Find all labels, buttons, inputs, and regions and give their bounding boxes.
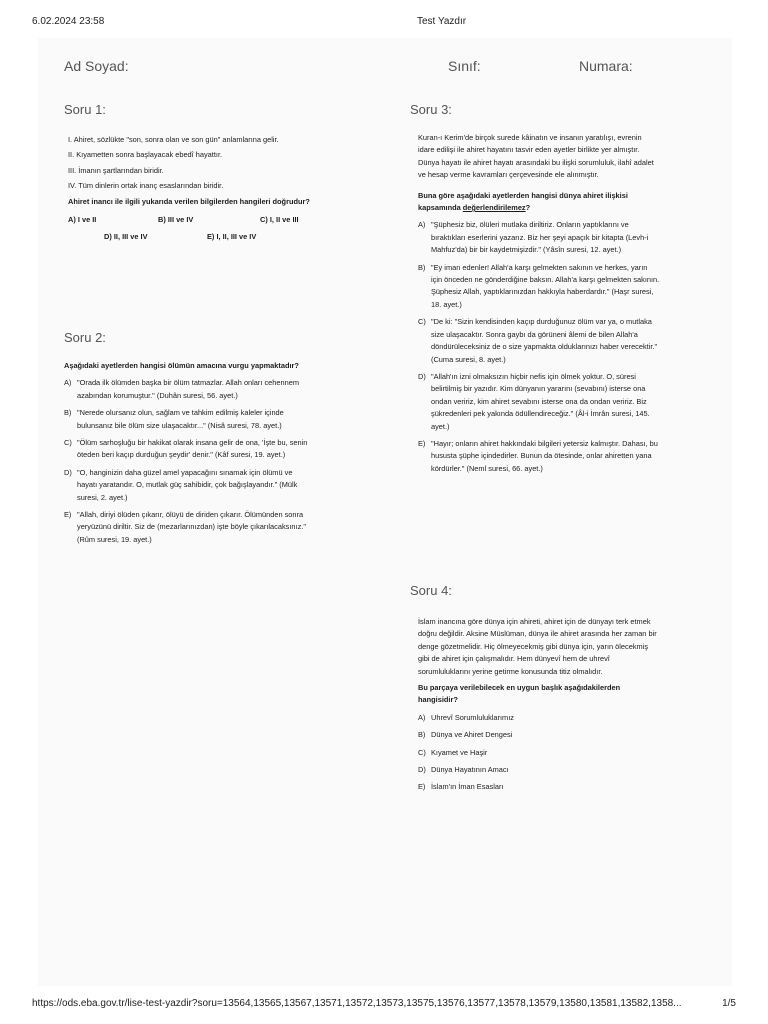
q3-option-e[interactable] (418, 438, 660, 475)
print-url[interactable]: https://ods.eba.gov.tr/lise-test-yazdir?soru=13564,13565,13567,13571,13572,13573,13575,13576,13577,13578,13579,13580,13581,13582,1358... (32, 998, 682, 1009)
q3-option-c[interactable] (418, 316, 660, 366)
q3-option-d[interactable] (418, 371, 660, 433)
option-text: "Hayır; onların ahiret hakkındaki bilgileri yetersiz kalmıştır. Dahası, bu hususta şüphe içindedirler. Bunun da ötesinde, onlar ahiretten yana kördürler." (Neml suresi, 66. ayet.) (431, 438, 658, 473)
option-letter: D) (64, 467, 72, 477)
exam-sheet (38, 38, 732, 986)
option-letter: A) (418, 712, 426, 722)
option-text: "Allah, diriyi ölüden çıkarır, ölüyü de diriden çıkarır. Ölümünden sonra yeryüzünü diriltir. Siz de (mezarlarınızdan) işte böyle çıkarılacaksınız." (Rûm suresi, 19. ayet.) (77, 510, 306, 544)
q1-option-d[interactable]: D) II, III ve IV (104, 232, 148, 242)
question-2-title: Soru 2: (64, 330, 106, 345)
q1-option-c[interactable]: C) I, II ve III (260, 215, 299, 225)
page-number: 1/5 (722, 998, 736, 1009)
option-text: İslam'ın İman Esasları (431, 782, 504, 792)
question-4-body (418, 616, 660, 794)
q4-option-a[interactable] (418, 712, 660, 724)
option-letter: E) (418, 438, 426, 448)
q4-option-c[interactable] (418, 747, 660, 759)
option-letter: A) (418, 220, 426, 230)
q2-option-a[interactable] (64, 377, 309, 402)
q3-option-a[interactable] (418, 219, 660, 256)
option-letter: B) (418, 730, 426, 740)
option-text: Dünya Hayatının Amacı (431, 765, 509, 775)
q1-statement: I. Ahiret, sözlükte "son, sonra olan ve son gün" anlamlarına gelir. (68, 135, 279, 144)
print-date: 6.02.2024 23:58 (32, 16, 105, 27)
q2-question: Aşağıdaki ayetlerden hangisi ölümün amacına vurgu yapmaktadır? (64, 361, 299, 370)
option-letter: B) (418, 262, 426, 272)
q2-option-c[interactable] (64, 437, 309, 462)
option-text: Uhrevî Sorumluluklarımız (431, 712, 514, 722)
option-text: "Allah'ın izni olmaksızın hiçbir nefis için ölmek yoktur. O, süresi belirtilmiş bir yazıdır. Kim dünyanın yararını (sevabını) isterse ona ondan veririz, kim ahiret sevabını isterse ona da ondan veririz. Biz şükredenleri pek yakında ödüllendireceğiz." (Âl-i İmrân suresi, 145. ayet.) (431, 371, 650, 431)
option-text: "Nerede olursanız olun, sağlam ve tahkim edilmiş kaleler içinde bulunsanız bile ölüm size ulaşacaktır..." (Nisâ suresi, 78. ayet.) (77, 408, 284, 430)
q4-option-d[interactable] (418, 764, 660, 776)
name-label: Ad Soyad: (64, 58, 129, 74)
q2-option-d[interactable] (64, 467, 309, 504)
option-letter: C) (64, 438, 72, 448)
question-3-body (418, 132, 660, 475)
option-letter: D) (418, 765, 426, 775)
q1-statement: III. İmanın şartlarından biridir. (68, 165, 164, 175)
q1-option-b[interactable]: B) III ve IV (158, 215, 194, 225)
option-letter: A) (64, 378, 72, 388)
q1-options (68, 214, 313, 250)
option-letter: C) (418, 317, 426, 327)
q3-option-b[interactable] (418, 262, 660, 312)
q4-option-b[interactable] (418, 729, 660, 741)
student-info-row (64, 58, 712, 78)
option-text: "Orada ilk ölümden başka bir ölüm tatmazlar. Allah onları cehennem azabından korumuştur." (Duhân suresi, 56. ayet.) (77, 378, 299, 400)
option-text: Dünya ve Ahiret Dengesi (431, 730, 513, 740)
question-1-title: Soru 1: (64, 102, 106, 117)
q1-option-a[interactable]: A) I ve II (68, 215, 97, 225)
q1-statement: II. Kıyametten sonra başlayacak ebedî hayattır. (68, 150, 223, 160)
question-1-body (68, 134, 313, 250)
q2-option-b[interactable] (64, 407, 309, 432)
option-text: "Şüphesiz biz, ölüleri mutlaka diriltiriz. Onların yaptıklarını ve bıraktıkları eserlerini yazarız. Biz her şeyi apaçık bir kitapta (Levh-i Mahfuz'da) bir bir kaydetmişizdir." (Yâsîn suresi, 12. ayet.) (431, 220, 649, 255)
print-footer (32, 998, 736, 1012)
q1-statement: IV. Tüm dinlerin ortak inanç esaslarından biridir. (68, 181, 224, 191)
option-text: "Ölüm sarhoşluğu bir hakikat olarak insana gelir de ona, 'İşte bu, senin öteden beri kaçıp durduğun şeydir' denir." (Kâf suresi, 19. ayet.) (77, 438, 308, 460)
question-3-title: Soru 3: (410, 102, 452, 117)
q4-question: Bu parçaya verilebilecek en uygun başlık aşağıdakilerden hangisidir? (418, 683, 621, 705)
q1-option-e[interactable]: E) I, II, III ve IV (207, 232, 257, 242)
q4-option-e[interactable] (418, 781, 660, 793)
print-header (32, 16, 736, 30)
print-title: Test Yazdır (417, 16, 467, 27)
q1-question: Ahiret inancı ile ilgili yukarıda verilen bilgilerden hangileri doğrudur? (68, 196, 310, 206)
q4-intro: İslam inancına göre dünya için ahireti, ahiret için de dünyayı terk etmek doğru değildir. Aksine Müslüman, dünya ile ahiret arasında her zaman bir denge gözetmelidir. Hiç ölmeyecekmiş gibi dünya için, yarın ölecekmiş gibi de ahiret için çalışmalıdır. Hem dünyevî hem de uhrevî sorumluluklarını yerine getirme konusunda titiz olmalıdır. (418, 617, 657, 676)
option-letter: E) (64, 510, 72, 520)
q3-question-end: ? (525, 203, 531, 213)
option-text: "De ki: "Sizin kendisinden kaçıp durduğunuz ölüm var ya, o mutlaka size ulaşacaktır. Sonra gaybı da görüneni âlemi de bilen Allah'a döndürüleceksiniz de o size yapmakta olduklarınızı haber verecektir." (Cuma suresi, 8. ayet.) (431, 317, 658, 364)
option-letter: E) (418, 782, 426, 792)
q3-intro: Kuran-ı Kerim'de birçok surede kâinatın ve insanın yaratılışı, evrenin idare edilişi ile ahiret hayatını tasvir eden ayetler birlikte yer almıştır. Dünya hayatı ile ahiret hayatı arasındaki bu ilişki sorumluluk, ilahî adalet ve hesap verme kavramları çerçevesinde ele alınmıştır. (418, 133, 654, 180)
q2-option-e[interactable] (64, 509, 309, 546)
option-text: "O, hanginizin daha güzel amel yapacağını sınamak için ölümü ve hayatı yaratandır. O, mutlak güç sahibidir, çok bağışlayandır." (Mülk suresi, 2. ayet.) (77, 467, 298, 502)
option-letter: D) (418, 371, 426, 381)
q3-question-main: Buna göre aşağıdaki ayetlerden hangisi dünya ahiret ilişkisi kapsamında (418, 190, 628, 213)
option-text: Kıyamet ve Haşir (431, 747, 488, 757)
q3-question (418, 190, 660, 215)
option-letter: C) (418, 747, 426, 757)
option-text: "Ey iman edenler! Allah'a karşı gelmekten sakının ve herkes, yarın için önceden ne gönderdiğine baksın. Allah'a karşı gelmekten sakının. Şüphesiz Allah, yaptıklarınızdan hakkıyla haberdardır." (Haşr suresi, 18. ayet.) (431, 262, 660, 309)
question-4-title: Soru 4: (410, 583, 452, 598)
class-label: Sınıf: (448, 58, 481, 74)
option-letter: B) (64, 408, 72, 418)
question-2-body (64, 360, 309, 546)
q3-question-underlined: değerlendirilemez (462, 203, 526, 213)
number-label: Numara: (579, 58, 633, 74)
